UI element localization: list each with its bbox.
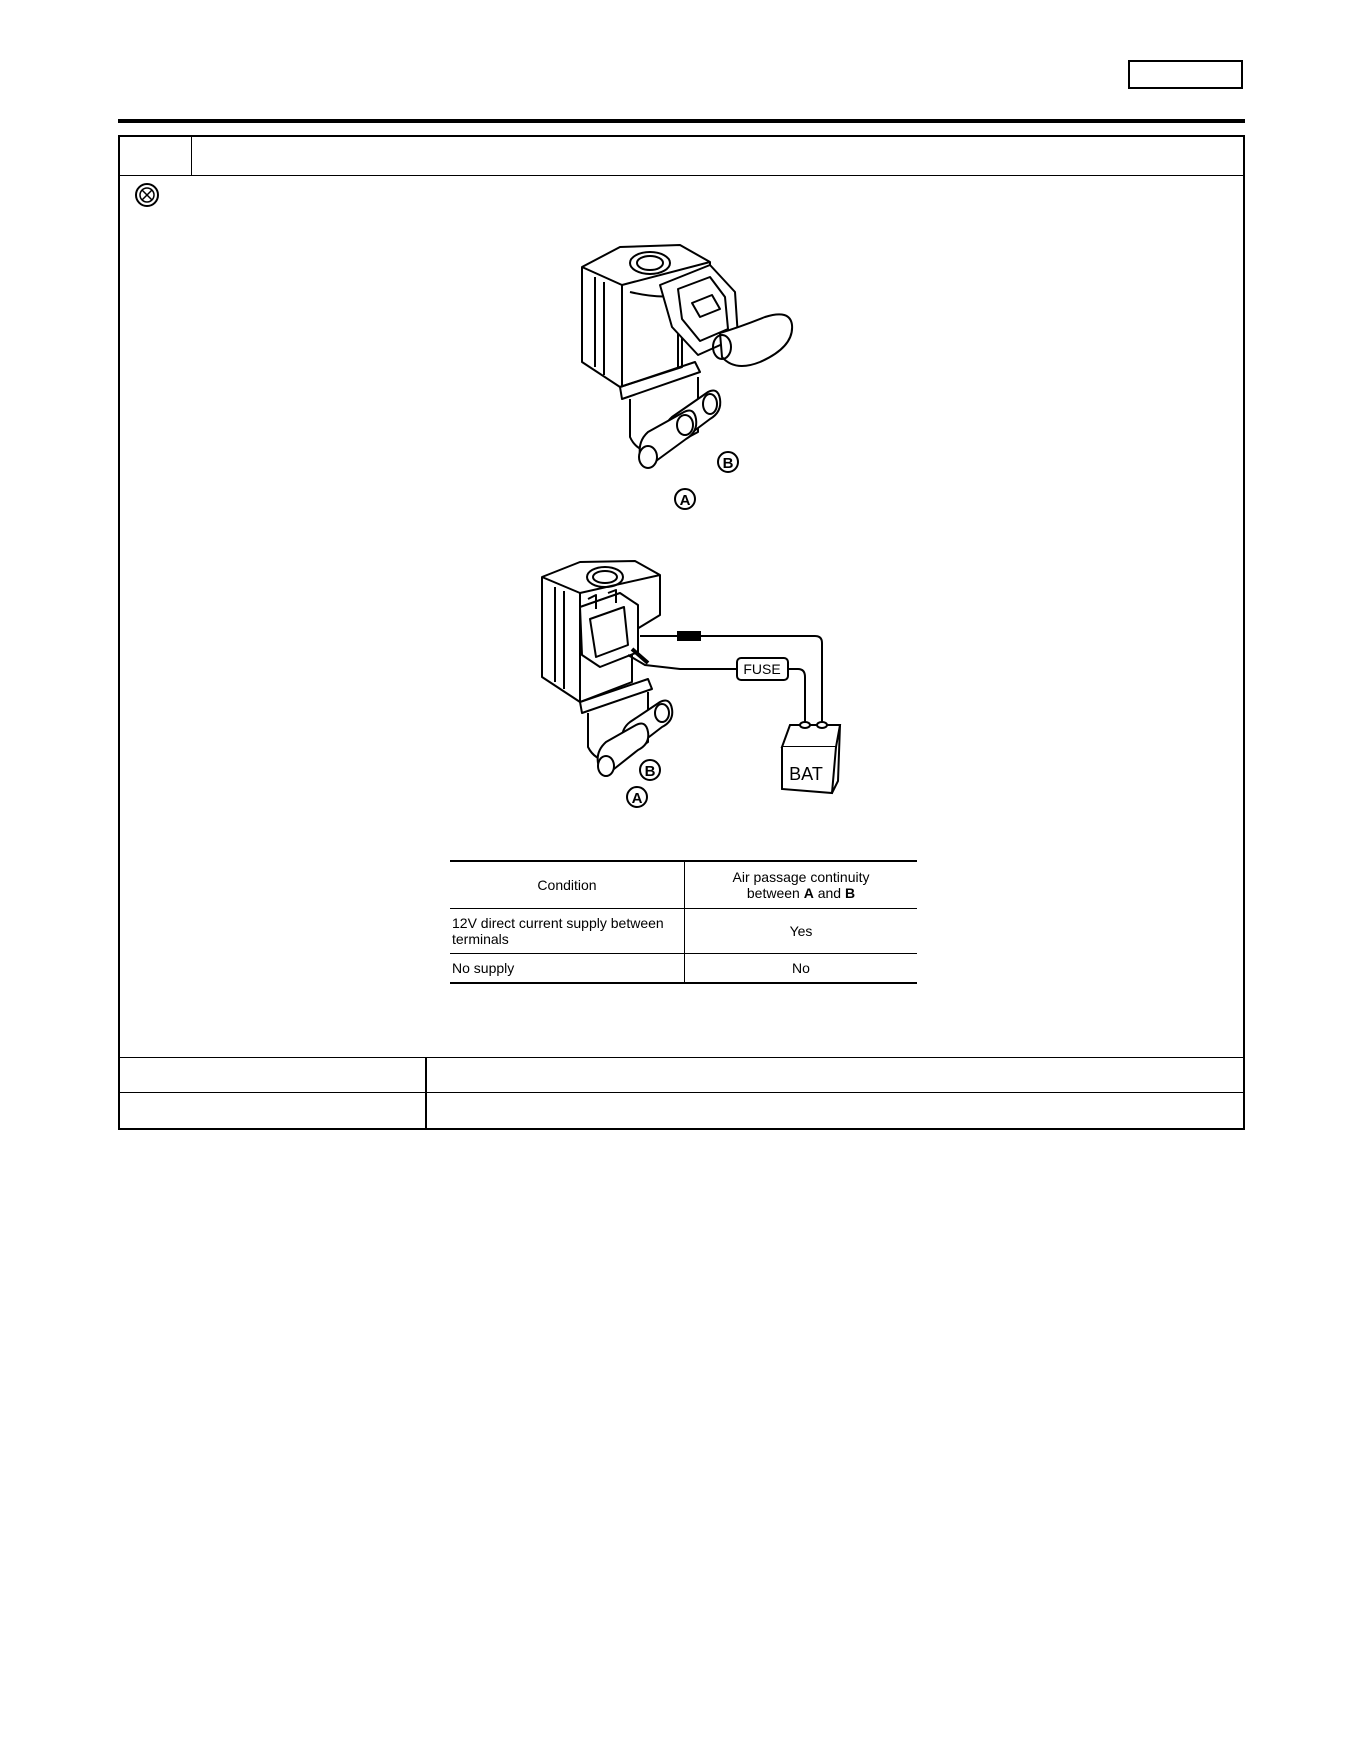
condition-cell: No supply: [450, 954, 685, 984]
ng-result-row: [120, 1092, 1243, 1128]
svg-text:A: A: [631, 790, 643, 807]
port-a-label: [627, 787, 647, 807]
svg-text:BAT: BAT: [789, 764, 823, 784]
step-number-cell: [120, 137, 192, 175]
air-passage-header-and: and: [813, 885, 845, 901]
table-header-row: [450, 861, 917, 909]
solenoid-valve-connector-figure: [560, 237, 820, 527]
solenoid-valve-battery-test-figure: [520, 557, 880, 847]
ignition-off-icon: [134, 182, 160, 208]
condition-cell: 12V direct current supply between terminals: [450, 909, 685, 954]
svg-text:B: B: [722, 455, 734, 472]
result-row-divider: [425, 1093, 427, 1128]
air-passage-header: [685, 861, 918, 909]
svg-text:B: B: [644, 763, 656, 780]
svg-text:A: A: [679, 492, 691, 509]
air-passage-header-a: A: [803, 885, 814, 901]
result-cell: Yes: [685, 909, 918, 954]
continuity-condition-table: [450, 860, 917, 984]
inspection-step-box: [118, 135, 1245, 1130]
result-row-divider: [425, 1058, 427, 1092]
battery: [782, 722, 840, 793]
condition-header: Condition: [450, 861, 685, 909]
section-code-box: [1128, 60, 1243, 89]
port-b-label: [640, 760, 660, 780]
port-b-label: [718, 452, 738, 472]
table-row: [450, 909, 917, 954]
air-passage-header-b: B: [844, 885, 856, 901]
header-rule: [118, 119, 1245, 123]
air-passage-header-line1: Air passage continuity: [732, 869, 870, 885]
port-a-label: [675, 489, 695, 509]
air-passage-header-prefix: between: [746, 885, 804, 901]
ok-result-row: [120, 1057, 1243, 1092]
svg-text:FUSE: FUSE: [743, 661, 781, 677]
step-header-row: [120, 137, 1243, 176]
fuse: [737, 658, 788, 680]
result-cell: No: [685, 954, 918, 984]
table-row: [450, 954, 917, 984]
